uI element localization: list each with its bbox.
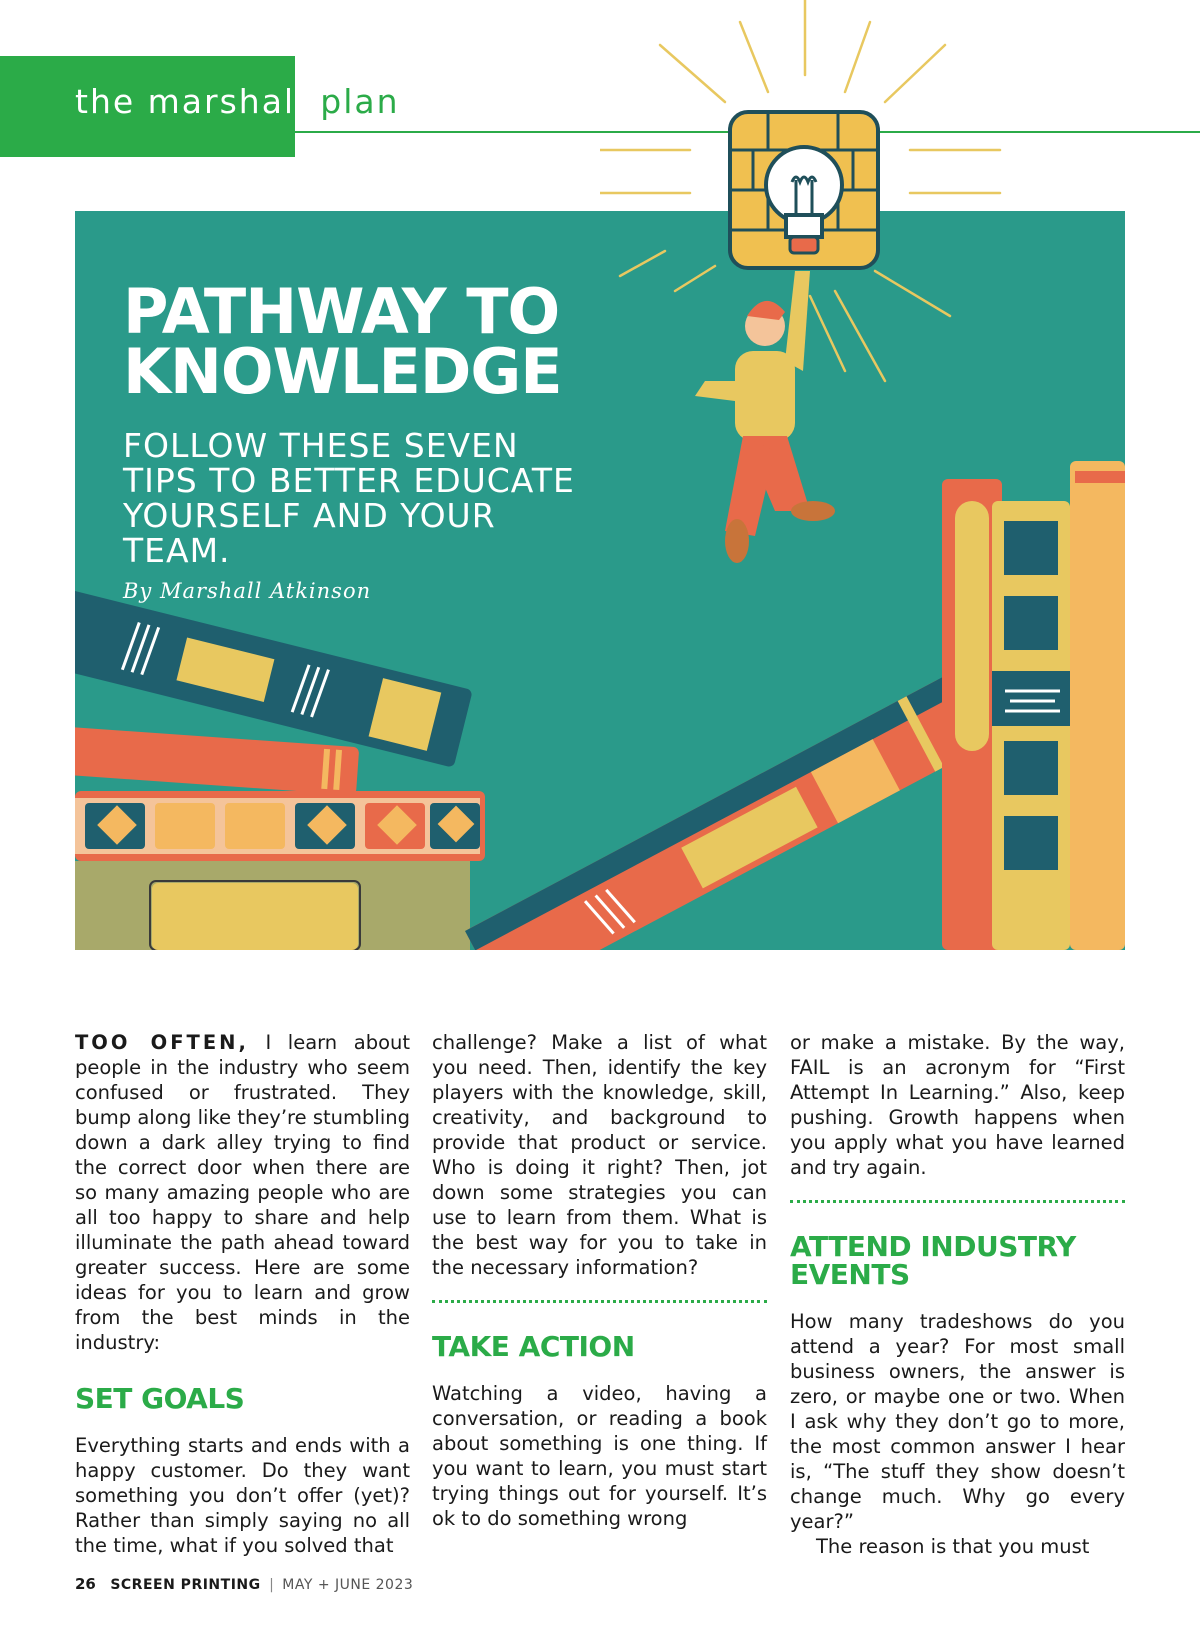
take-action-body: Watching a video, having a conversation, or reading a book about something is one thing. If you want to learn, you must start trying things out for yourself. It’s ok to do something wrong <box>432 1382 767 1530</box>
attend-events-continued: The reason is that you must <box>816 1535 1090 1558</box>
heading-attend-events-line1: ATTEND INDUSTRY <box>790 1230 1076 1263</box>
set-goals-body: Everything starts and ends with a happy customer. Do they want something you don’t offer (yet)? Rather than simply saying no all the time, what if you solved that <box>75 1434 410 1557</box>
section-divider <box>432 1300 767 1303</box>
heading-attend-events <box>790 1230 1125 1291</box>
lightbulb-box <box>728 110 880 270</box>
byline: By Marshall Atkinson <box>123 579 372 603</box>
section-divider <box>790 1200 1125 1203</box>
heading-attend-events-line2: EVENTS <box>790 1258 910 1291</box>
publication-name: SCREEN PRINTING <box>110 1577 261 1593</box>
take-action-continued: or make a mistake. By the way, FAIL is an acronym for “First Attempt In Learning.” Also, keep pushing. Growth happens when you apply what you have learned and try again. <box>790 1031 1125 1179</box>
attend-events-body: How many tradeshows do you attend a year? For most small business owners, the answer is zero, or maybe one or two. When I ask why they don’t go to more, the most common answer I hear is, “The stuff they show doesn’t change much. Why go every year?” <box>790 1310 1125 1533</box>
intro-paragraph <box>75 1030 410 1355</box>
intro-text: I learn about people in the industry who seem confused or frustrated. They bump along like they’re stumbling down a dark alley trying to find the correct door when there are so many amazing people who are all too happy to share and help illuminate the path ahead toward greater success. Here are some ideas for you to learn and grow from the best minds in the industry: <box>75 1031 411 1354</box>
page-number: 26 <box>75 1575 96 1593</box>
article-title-line2: KNOWLEDGE <box>123 335 562 408</box>
heading-set-goals: SET GOALS <box>75 1382 245 1415</box>
section-label <box>75 82 400 121</box>
column-2 <box>432 1030 767 1531</box>
column-3 <box>790 1030 1125 1559</box>
article-title-line1: PATHWAY TO <box>123 275 560 348</box>
section-label-word2: plan <box>320 82 400 121</box>
column-1 <box>75 1030 410 1558</box>
footer-separator: | <box>269 1577 274 1593</box>
lead-in: TOO OFTEN, <box>75 1031 249 1054</box>
set-goals-continued: challenge? Make a list of what you need. Then, identify the key players with the knowledge, skill, creativity, and background to provide that product or service. Who is doing it right? Then, jot down some strategies you can use to learn from them. What is the best way for you to take in the necessary information? <box>432 1031 767 1279</box>
page-footer <box>75 1575 413 1593</box>
issue-date: MAY + JUNE 2023 <box>282 1577 414 1593</box>
heading-take-action: TAKE ACTION <box>432 1330 635 1363</box>
section-label-word1: the marshall <box>75 82 307 121</box>
article-title <box>123 275 562 408</box>
article-subtitle: FOLLOW THESE SEVEN TIPS TO BETTER EDUCATE YOURSELF AND YOUR TEAM. <box>123 426 575 570</box>
